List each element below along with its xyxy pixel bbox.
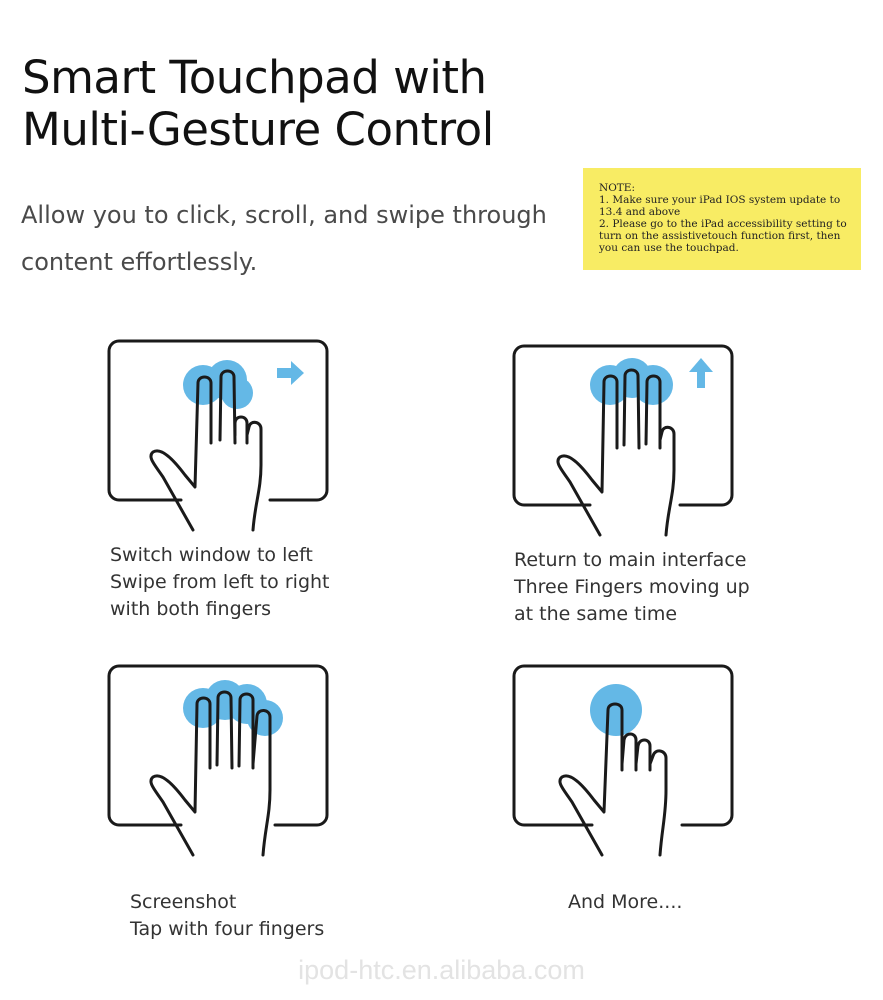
caption-line: at the same time [514,603,678,625]
caption-line: Switch window to left [110,544,313,566]
three-finger-swipe-up-icon [510,340,740,540]
gesture-caption-screenshot [130,889,324,943]
caption-line: Three Fingers moving up [514,576,750,598]
page-subtitle: Allow you to click, scroll, and swipe through content effortlessly. [21,201,547,276]
four-finger-tap-icon [105,660,335,860]
page-title [22,52,494,156]
caption-line: with both fingers [110,598,272,620]
title-line-1: Smart Touchpad with [22,51,487,104]
gesture-caption-switch-window [110,542,330,623]
caption-line: Screenshot [130,891,237,913]
caption-line: And More.... [568,891,683,913]
gesture-caption-and-more [568,889,682,916]
title-line-2: Multi-Gesture Control [22,103,494,156]
note-box [583,168,861,270]
note-heading: NOTE: [599,182,636,194]
caption-line: Return to main interface [514,549,747,571]
gesture-caption-main-interface [514,547,750,628]
watermark: ipod-htc.en.alibaba.com [298,955,585,985]
two-finger-swipe-right-icon [105,335,335,535]
caption-line: Swipe from left to right [110,571,330,593]
note-item-1: 1. Make sure your iPad IOS system update to 13.4 and above [599,194,841,218]
one-finger-tap-icon [510,660,740,860]
note-item-2: 2. Please go to the iPad accessibility setting to turn on the assistivetouch function first, then you can use the touchpad. [599,218,847,254]
caption-line: Tap with four fingers [130,918,325,940]
